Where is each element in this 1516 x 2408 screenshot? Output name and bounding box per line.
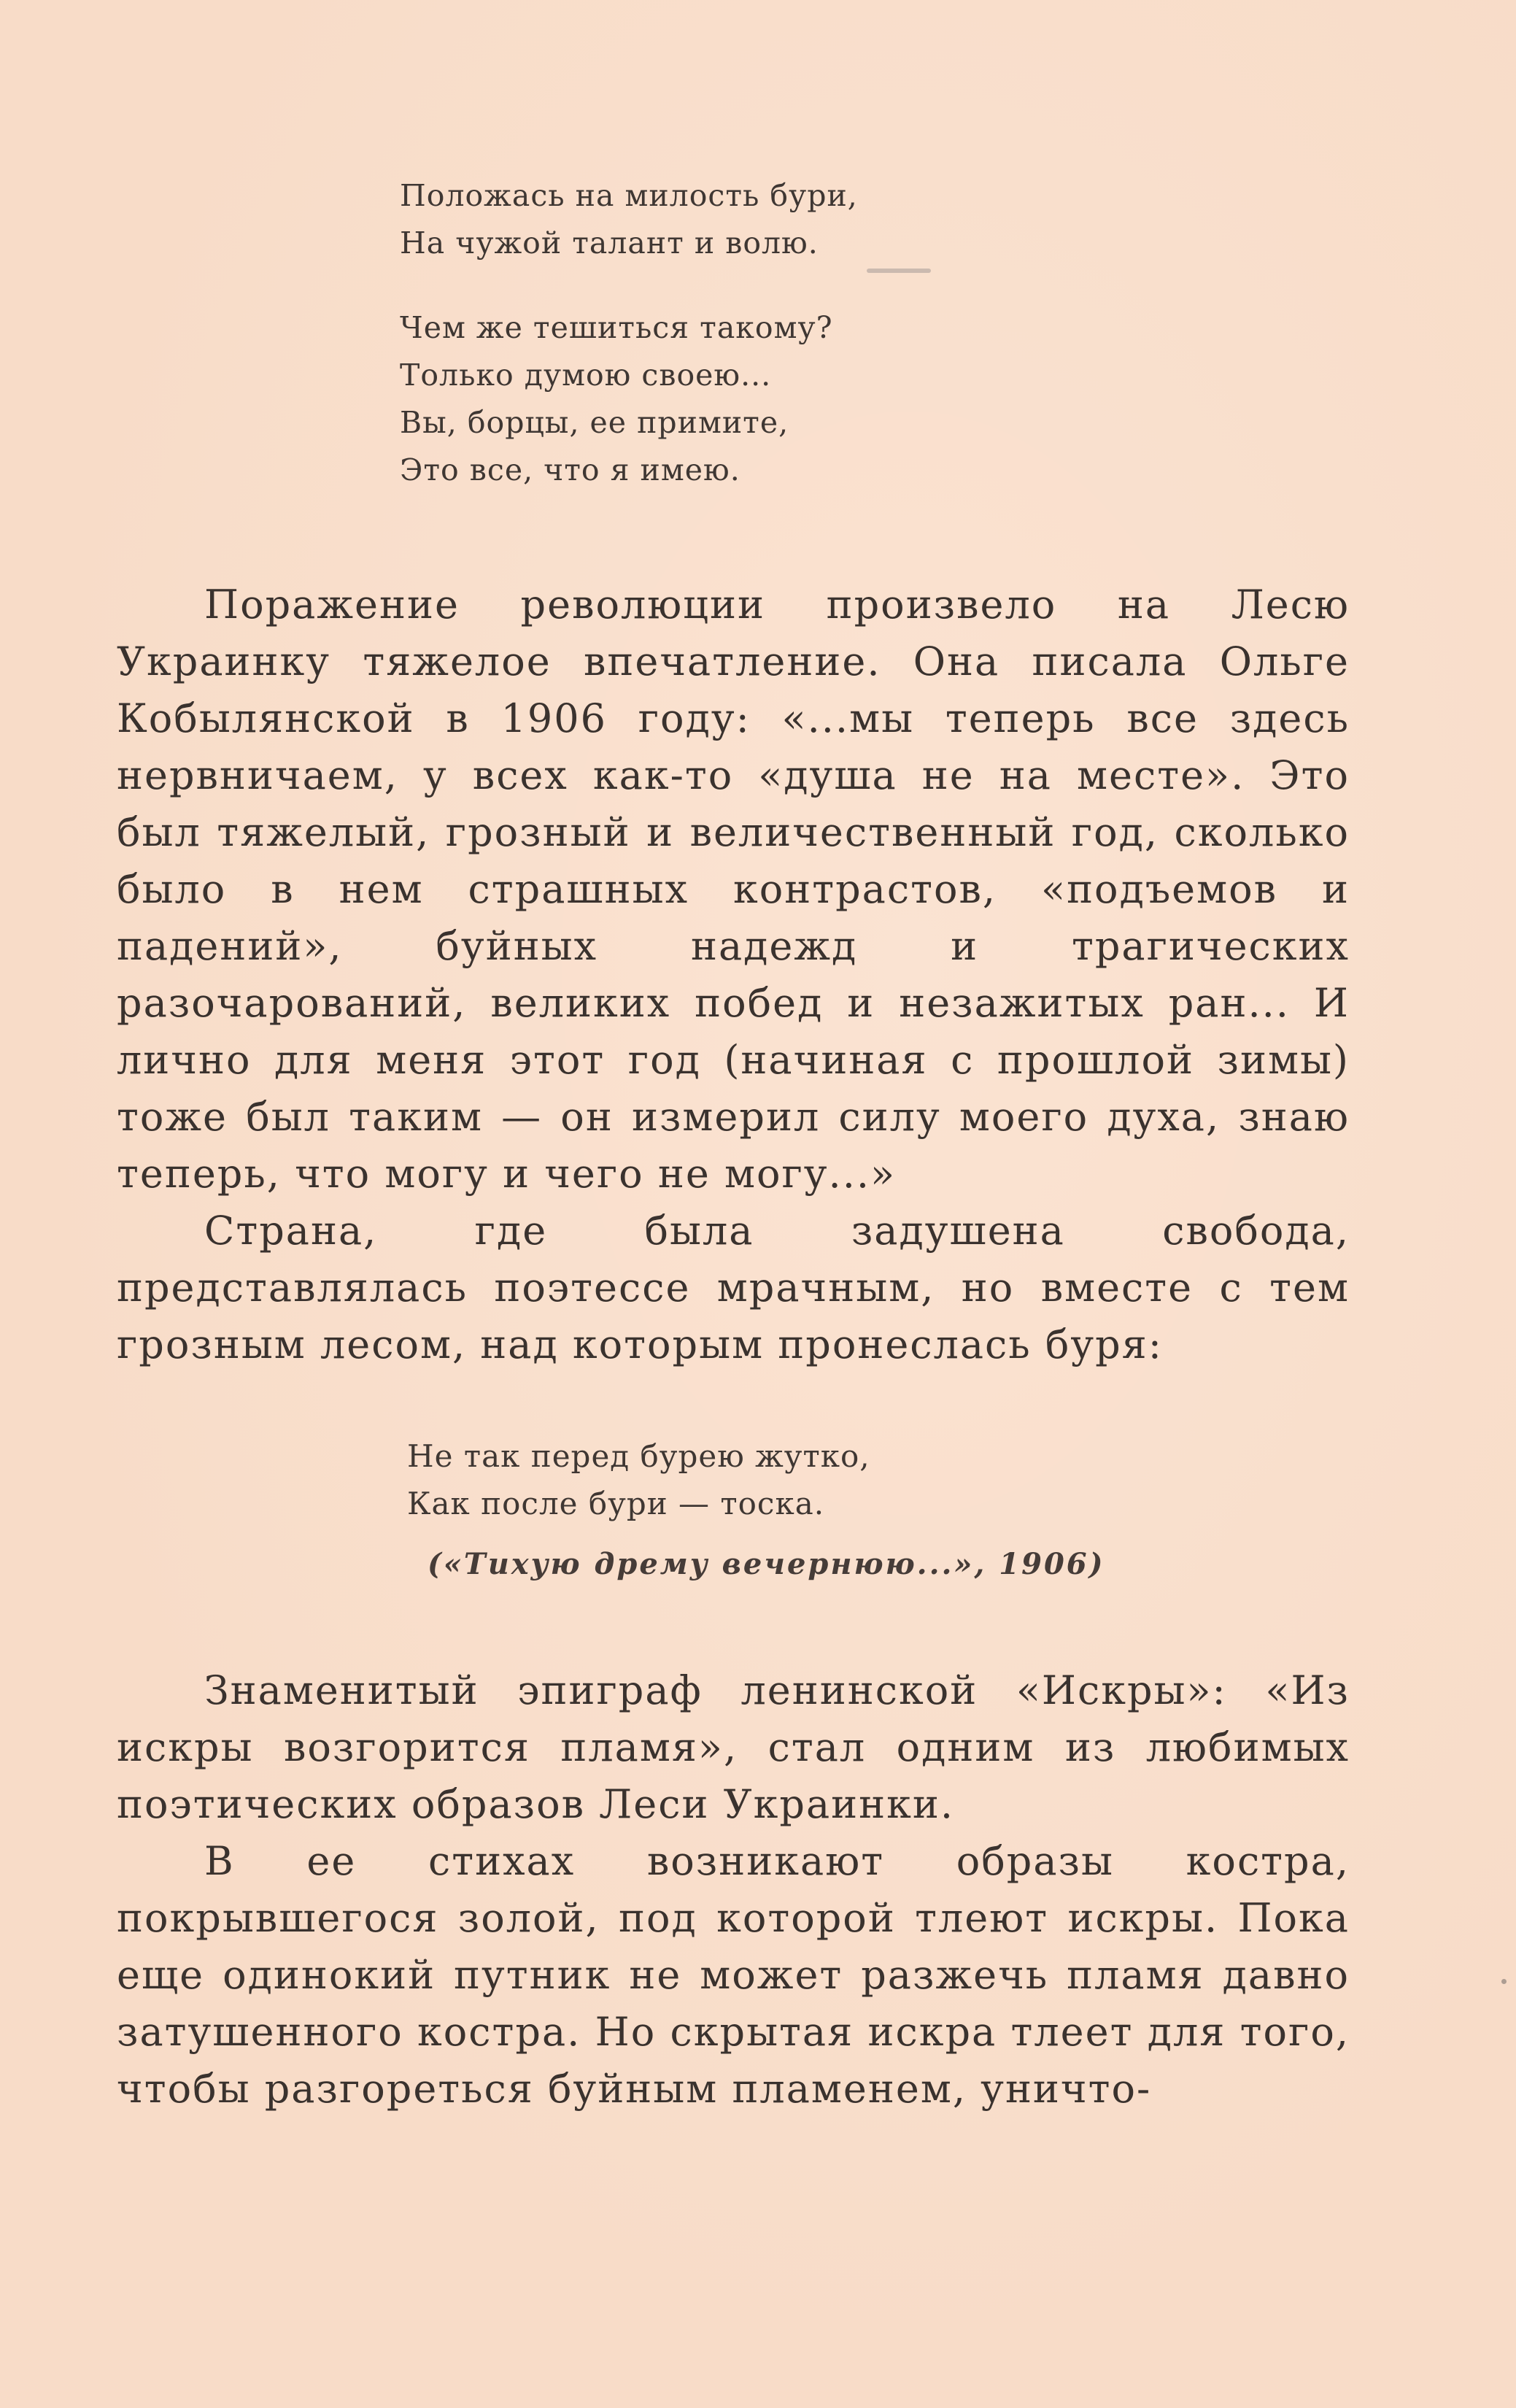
poem-excerpt-middle [407, 1432, 870, 1527]
paragraph: Страна, где была задушена свобода, представлялась поэтессе мрачным, но вместе с тем грозным лесом, над которым пронеслась буря: [117, 1208, 1350, 1367]
prose-block-2 [117, 1662, 1350, 2118]
poem-line: Чем же тешиться такому? [400, 310, 833, 345]
paper-speck [1501, 1979, 1507, 1984]
paragraph: Поражение революции произвело на Лесю Украинку тяжелое впечатление. Она писала Ольге Кобылянской в 1906 году: «...мы теперь все здесь нервничаем, у всех как-то «душа не на месте». Это был тяжелый, грозный и величественный год, сколько было в нем страшных контрастов, «подъемов и падений», буйных надежд и трагических разочарований, великих побед и незажитых ран... И лично для меня этот год (начиная с прошлой зимы) тоже был таким — он измерил силу моего духа, знаю теперь, что могу и чего не могу...» [117, 582, 1350, 1197]
ink-mark [867, 269, 931, 273]
poem-line: На чужой талант и волю. [400, 225, 819, 261]
paragraph: Знаменитый эпиграф ленинской «Искры»: «Из искры возгорится пламя», стал одним из любимых поэтических образов Леси Украинки. [117, 1667, 1350, 1827]
poem-line: Как после бури — тоска. [407, 1486, 825, 1521]
paragraph: В ее стихах возникают образы костра, покрывшегося золой, под которой тлеют искры. Пока еще одинокий путник не может разжечь пламя давно затушенного костра. Но скрытая искра тлеет для того, чтобы разгореться буйным пламенем, уничто- [117, 1838, 1350, 2112]
stanza-separator [400, 267, 858, 304]
poem-line: Вы, борцы, ее примите, [400, 405, 789, 440]
poem-line: Это все, что я имею. [400, 452, 740, 487]
poem-line: Только думою своею... [400, 358, 772, 393]
prose-block-1 [117, 576, 1350, 1373]
poem-line: Не так перед бурею жутко, [407, 1438, 870, 1474]
poem-line: Положась на милость бури, [400, 178, 858, 213]
poem-excerpt-top [400, 172, 858, 494]
poem-citation: («Тихую дрему вечернюю...», 1906) [428, 1547, 1105, 1581]
